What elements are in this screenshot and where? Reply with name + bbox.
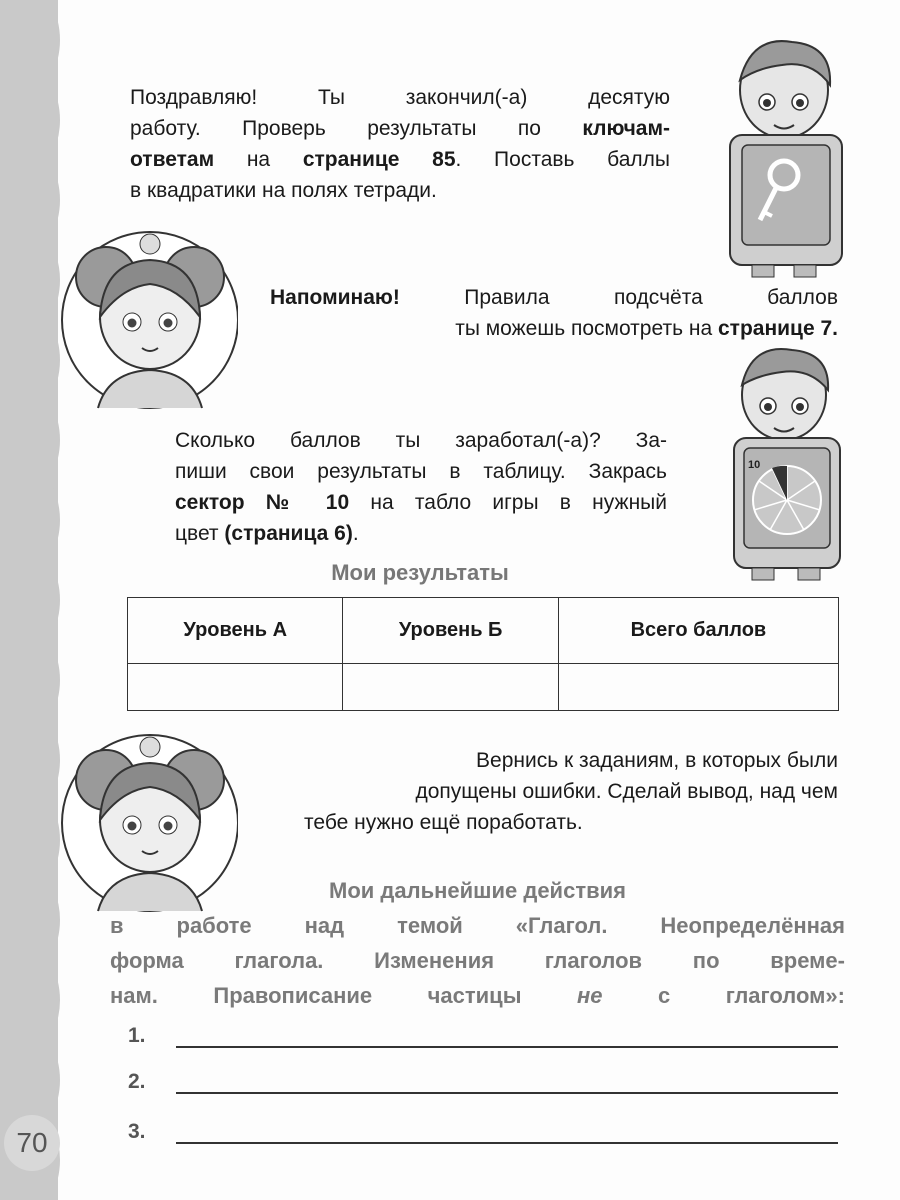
line-number: 1. [128,1024,146,1047]
actions-line-4: нам. Правописание частицы не с глаголом»: [110,983,845,1008]
level-a-cell[interactable] [128,664,343,711]
results-table [127,597,839,711]
reminder-line-2: ты можешь посмотреть на странице 7. [455,317,838,340]
actions-line-2: в работе над темой «Глагол. Неопределённая [110,913,845,938]
write-line-2[interactable] [128,1070,838,1100]
actions-line-1: Мои дальнейшие действия [329,878,626,903]
intro-line-3: ответам на странице 85. Поставь баллы [130,148,670,171]
review-line-2: допущены ошибки. Сделай вывод, над чем [415,780,838,803]
score-line-4: цвет (страница 6). [175,522,359,545]
review-line-3: тебе нужно ещё поработать. [304,811,583,834]
review-paragraph [270,745,838,838]
results-header-row [128,598,839,664]
reminder-line-1: Напоминаю! Правила подсчёта баллов [270,286,838,309]
review-line-1: Вернись к заданиям, в которых были [476,749,838,772]
level-b-cell[interactable] [343,664,558,711]
reminder-paragraph [270,282,838,344]
line-rule [176,1092,838,1094]
score-line-1: Сколько баллов ты заработал(-а)? За- [175,429,667,452]
actions-line-3: форма глагола. Изменения глаголов по време- [110,948,845,973]
header-total: Всего баллов [558,598,838,664]
line-rule [176,1046,838,1048]
line-number: 3. [128,1120,146,1143]
tablet-number: 10 [748,459,761,471]
write-line-1[interactable] [128,1024,838,1054]
intro-paragraph [130,82,670,206]
total-cell[interactable] [558,664,838,711]
scalloped-edge [30,0,80,1200]
line-number: 2. [128,1070,146,1093]
header-level-b: Уровень Б [343,598,558,664]
girl-illustration [58,222,238,412]
line-rule [176,1142,838,1144]
intro-line-4: в квадратики на полях тетради. [130,179,437,202]
score-line-3: сектор № 10 на табло игры в нужный [175,491,667,514]
score-prompt-paragraph [175,425,667,549]
boy-with-key-illustration [712,30,862,280]
results-title: Мои результаты [331,560,509,585]
score-line-2: пиши свои результаты в таблицу. Закрась [175,460,667,483]
further-actions-heading [110,873,845,1013]
page-number: 70 [4,1115,60,1171]
boy-with-scoreboard-illustration [712,340,862,590]
intro-line-2: работу. Проверь результаты по ключам- [130,117,670,140]
write-line-3[interactable] [128,1120,838,1150]
header-level-a: Уровень А [128,598,343,664]
results-input-row [128,664,839,711]
intro-line-1: Поздравляю! Ты закончил(-а) десятую [130,86,670,109]
